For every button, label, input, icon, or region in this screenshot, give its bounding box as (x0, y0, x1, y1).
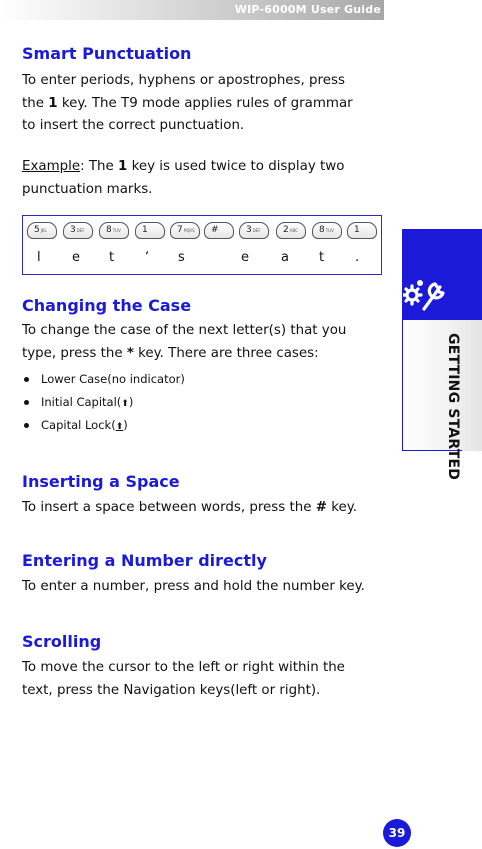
para-line: type, press the * key. There are three cases: (22, 345, 319, 361)
phone-key: $3^{DEF}$ (239, 222, 269, 239)
changing-case-paragraph (22, 320, 382, 365)
para-line: To change the case of the next letter(s) that you (22, 323, 347, 338)
result-letter: . (355, 250, 360, 265)
heading-changing-case: Changing the Case (22, 296, 192, 315)
tools-gear-icon (402, 273, 450, 315)
inserting-space-paragraph: To insert a space between words, press the # key. (22, 500, 358, 515)
phone-key: # (204, 222, 234, 239)
phone-key: $3^{DEF}$ (63, 222, 93, 239)
phone-key: $2^{ABC}$ (276, 222, 306, 239)
phone-key: $8^{TUV}$ (99, 222, 129, 239)
side-tab-blue-block (402, 229, 482, 320)
example-paragraph (22, 156, 382, 201)
result-letter: e (241, 250, 249, 265)
para-line: to insert the correct punctuation. (22, 118, 245, 133)
result-letter: t (109, 250, 115, 265)
phone-key: $7^{PQRS}$ (170, 222, 200, 239)
header-bar (0, 0, 384, 20)
page-number-badge: 39 (383, 819, 411, 847)
shift-arrow-icon: ⬆ (121, 399, 129, 409)
smart-punctuation-paragraph (22, 70, 382, 138)
para-line: To move the cursor to the left or right within the (22, 660, 345, 675)
result-letter: s (178, 250, 185, 265)
scrolling-paragraph (22, 657, 382, 702)
bullet-dot (24, 423, 29, 428)
para-line: the 1 key. The T9 mode applies rules of grammar (22, 95, 353, 111)
side-tab-label: GETTING STARTED (445, 333, 461, 481)
result-letter: l (37, 250, 41, 265)
side-tab-border (402, 229, 403, 451)
section-side-tab (402, 229, 482, 481)
side-tab-gray-block (402, 320, 482, 451)
key-row (27, 222, 377, 242)
phone-key: 1 (347, 222, 377, 239)
phone-key: $5^{JKL}$ (27, 222, 57, 239)
phone-key: $8^{TUV}$ (312, 222, 342, 239)
bullet-dot (24, 400, 29, 405)
heading-scrolling: Scrolling (22, 632, 102, 651)
caps-lock-arrow-icon: ⬆ (115, 422, 124, 432)
para-line: punctuation marks. (22, 181, 153, 197)
result-letter: a (281, 250, 289, 265)
number-directly-paragraph: To enter a number, press and hold the number key. (22, 579, 365, 594)
para-line: text, press the Navigation keys(left or right). (22, 682, 321, 698)
heading-smart-punctuation: Smart Punctuation (22, 44, 192, 63)
key-sequence-figure (22, 215, 382, 275)
result-letter: t (319, 250, 325, 265)
para-line: Example: The 1 key is used twice to display two (22, 159, 345, 174)
result-letter: e (72, 250, 80, 265)
bullet-dot (24, 377, 29, 382)
heading-inserting-space: Inserting a Space (22, 472, 180, 491)
heading-number-directly: Entering a Number directly (22, 551, 267, 570)
phone-key: 1 (135, 222, 165, 239)
result-letters (23, 250, 383, 268)
header-title: WIP-6000M User Guide (234, 3, 381, 16)
para-line: To enter periods, hyphens or apostrophes, press (22, 73, 345, 88)
result-letter: ‘ (145, 250, 150, 265)
